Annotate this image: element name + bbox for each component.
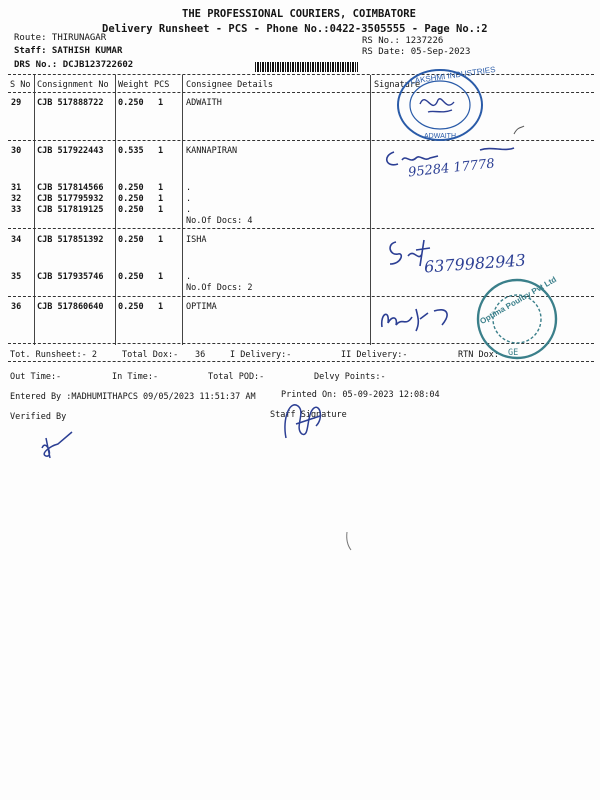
rtn-stamp: GE (508, 348, 519, 358)
column-line (370, 75, 371, 345)
divider (8, 74, 594, 75)
col-consignment: Consignment No (37, 80, 109, 90)
row-weight: 0.250 (118, 98, 144, 108)
staff-signature-label: Staff Signature (270, 410, 347, 420)
col-signature: Signature (374, 80, 421, 90)
row-consignment: CJB 517814566 (37, 183, 104, 193)
divider (8, 140, 594, 141)
row-consignee: ADWAITH (186, 98, 222, 108)
column-line (115, 75, 116, 345)
row-consignment: CJB 517935746 (37, 272, 104, 282)
col-consignee: Consignee Details (186, 80, 273, 90)
row-consignee: . (186, 194, 192, 204)
column-line (182, 75, 183, 345)
row-consignment: CJB 517795932 (37, 194, 104, 204)
rtn-dox: RTN Dox:- (458, 350, 505, 360)
staff-signature (276, 394, 328, 442)
verified-signature (36, 428, 78, 462)
row-pcs: 1 (158, 194, 164, 204)
row-sno: 29 (11, 98, 22, 108)
row-weight: 0.250 (118, 235, 144, 245)
col-sno: S No (10, 80, 31, 90)
row-consignee: . (186, 205, 192, 215)
row-weight: 0.250 (118, 183, 144, 193)
handwritten-phone: 95284 17778 (407, 156, 496, 181)
row-consignee: OPTIMA (186, 302, 217, 312)
row-sno: 34 (11, 235, 22, 245)
entered-by: Entered By :MADHUMITHAPCS 09/05/2023 11:51:37 AM (10, 392, 256, 402)
rs-number: RS No.: 1237226 (362, 36, 444, 46)
row-pcs: 1 (158, 235, 164, 245)
row-sno: 32 (11, 194, 22, 204)
staff-label: Staff: SATHISH KUMAR (14, 46, 123, 56)
in-time: In Time:- (112, 372, 159, 382)
row-sno: 33 (11, 205, 22, 215)
total-pod: Total POD:- (208, 372, 265, 382)
row-pcs: 1 (158, 183, 164, 193)
row-weight: 0.250 (118, 302, 144, 312)
row-consignment: CJB 517922443 (37, 146, 104, 156)
ink-mark (512, 124, 526, 136)
docs-count: No.Of Docs: 4 (186, 216, 253, 226)
runsheet-subtitle: Delivery Runsheet - PCS - Phone No.:0422-3505555 - Page No.:2 (102, 23, 488, 35)
signature (380, 142, 520, 172)
row-weight: 0.535 (118, 146, 144, 156)
row-weight: 0.250 (118, 272, 144, 282)
i-delivery: I Delivery:- (230, 350, 292, 360)
divider (8, 92, 594, 93)
row-consignee: KANNAPIRAN (186, 146, 238, 156)
column-line (34, 75, 35, 345)
row-consignee: . (186, 272, 192, 282)
row-pcs: 1 (158, 205, 164, 215)
signature (384, 236, 434, 270)
signature (376, 303, 460, 333)
row-consignment: CJB 517819125 (37, 205, 104, 215)
row-sno: 31 (11, 183, 22, 193)
svg-text:ADWAITH: ADWAITH (424, 133, 457, 140)
row-sno: 30 (11, 146, 22, 156)
ii-delivery: II Delivery:- (341, 350, 408, 360)
row-consignment: CJB 517851392 (37, 235, 104, 245)
delvy-points: Delvy Points:- (314, 372, 386, 382)
docs-count: No.Of Docs: 2 (186, 283, 253, 293)
out-time: Out Time:- (10, 372, 62, 382)
col-weight: Weight (118, 80, 149, 90)
col-pcs: PCS (154, 80, 170, 90)
svg-text:LAKSHMI INDUSTRIES: LAKSHMI INDUSTRIES (409, 64, 497, 86)
row-consignment: CJB 517888722 (37, 98, 104, 108)
ink-mark (344, 530, 354, 552)
route-label: Route: THIRUNAGAR (14, 33, 107, 43)
row-weight: 0.250 (118, 194, 144, 204)
tot-runsheet: Tot. Runsheet:- 2 (10, 350, 97, 360)
row-pcs: 1 (158, 302, 164, 312)
row-pcs: 1 (158, 98, 164, 108)
divider (8, 228, 594, 229)
verified-by: Verified By (10, 412, 67, 422)
total-dox-label: Total Dox:- (122, 350, 179, 360)
handwritten-phone: 6379982943 (423, 250, 527, 277)
company-title: THE PROFESSIONAL COURIERS, COIMBATORE (182, 8, 416, 20)
rs-date: RS Date: 05-Sep-2023 (362, 47, 471, 57)
row-sno: 35 (11, 272, 22, 282)
drs-number: DRS No.: DCJB123722602 (14, 60, 134, 70)
row-weight: 0.250 (118, 205, 144, 215)
total-dox-value: 36 (195, 350, 206, 360)
row-sno: 36 (11, 302, 22, 312)
stamp-text: Optima Poultry Pvt Ltd (478, 274, 558, 326)
company-stamp (394, 64, 497, 144)
row-consignment: CJB 517860640 (37, 302, 104, 312)
row-consignee: . (186, 183, 192, 193)
barcode (255, 62, 358, 72)
row-pcs: 1 (158, 272, 164, 282)
row-consignee: ISHA (186, 235, 207, 245)
row-pcs: 1 (158, 146, 164, 156)
printed-on: Printed On: 05-09-2023 12:08:04 (281, 390, 440, 400)
